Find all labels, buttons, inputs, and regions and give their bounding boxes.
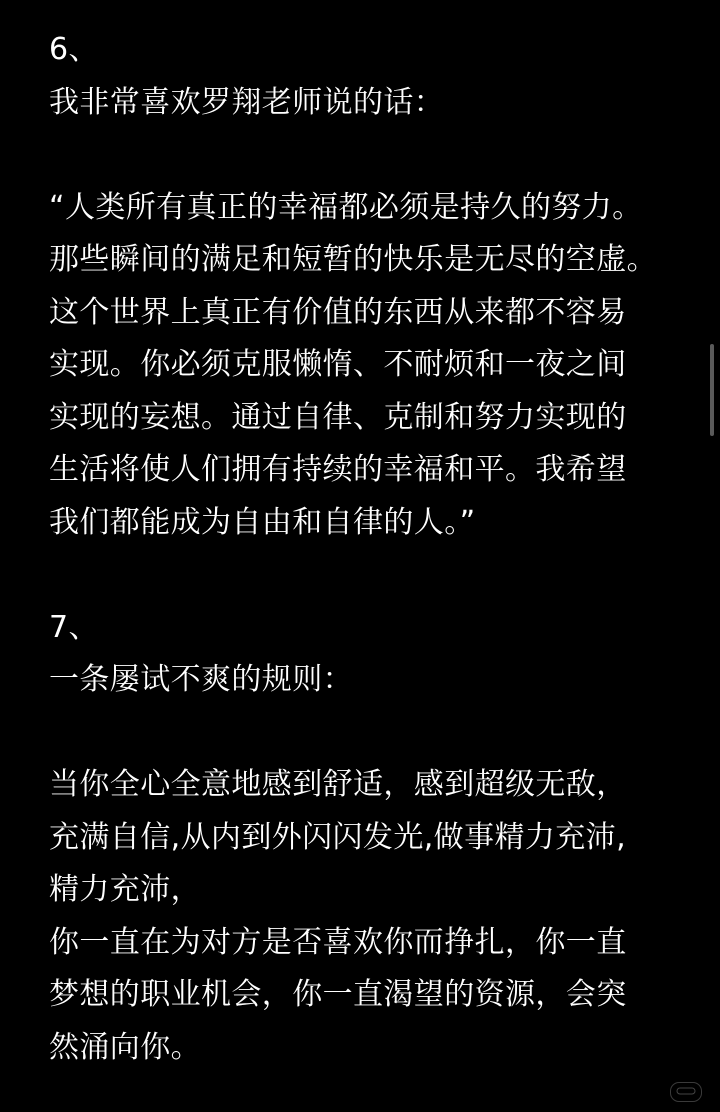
body-line: 充满自信,从内到外闪闪发光,做事精力充沛, [49, 819, 627, 855]
body-line: 精力充沛， [49, 872, 201, 907]
section-6-intro: 我非常喜欢罗翔老师说的话： [49, 84, 445, 120]
paragraph-gap [49, 707, 689, 760]
quote-line: 实现。你必须克服懒惰、不耐烦和一夜之间 [49, 347, 627, 382]
quote-line: 生活将使人们拥有持续的幸福和平。我希望 [49, 452, 627, 487]
body-line: 然涌向你。 [49, 1029, 201, 1065]
paragraph-gap [49, 549, 689, 602]
quote-line: 我们都能成为自由和自律的人。” [49, 504, 476, 540]
body-line: 你一直在为对方是否喜欢你而挣扎，你一直 [49, 924, 627, 960]
quote-line: 那些瞬间的满足和短暂的快乐是无尽的空虚。 [49, 242, 657, 277]
vertical-scrollbar[interactable] [710, 344, 714, 436]
paragraph-gap [49, 129, 689, 182]
section-7-intro: 一条屡试不爽的规则： [49, 662, 353, 697]
section-7-number: 7、 [49, 609, 99, 645]
quote-line: 实现的妄想。通过自律、克制和努力实现的 [49, 399, 627, 435]
section-6-number: 6、 [49, 32, 99, 67]
note-content [49, 24, 689, 1074]
quote-line: 这个世界上真正有价值的东西从来都不容易 [49, 294, 627, 330]
body-line: 当你全心全意地感到舒适，感到超级无敌， [49, 767, 627, 802]
body-line: 梦想的职业机会，你一直渴望的资源，会突 [49, 977, 627, 1012]
watermark-glyph-icon [672, 1083, 700, 1099]
xiaohongshu-watermark-icon [670, 1082, 702, 1102]
quote-line: “人类所有真正的幸福都必须是持久的努力。 [49, 189, 643, 225]
